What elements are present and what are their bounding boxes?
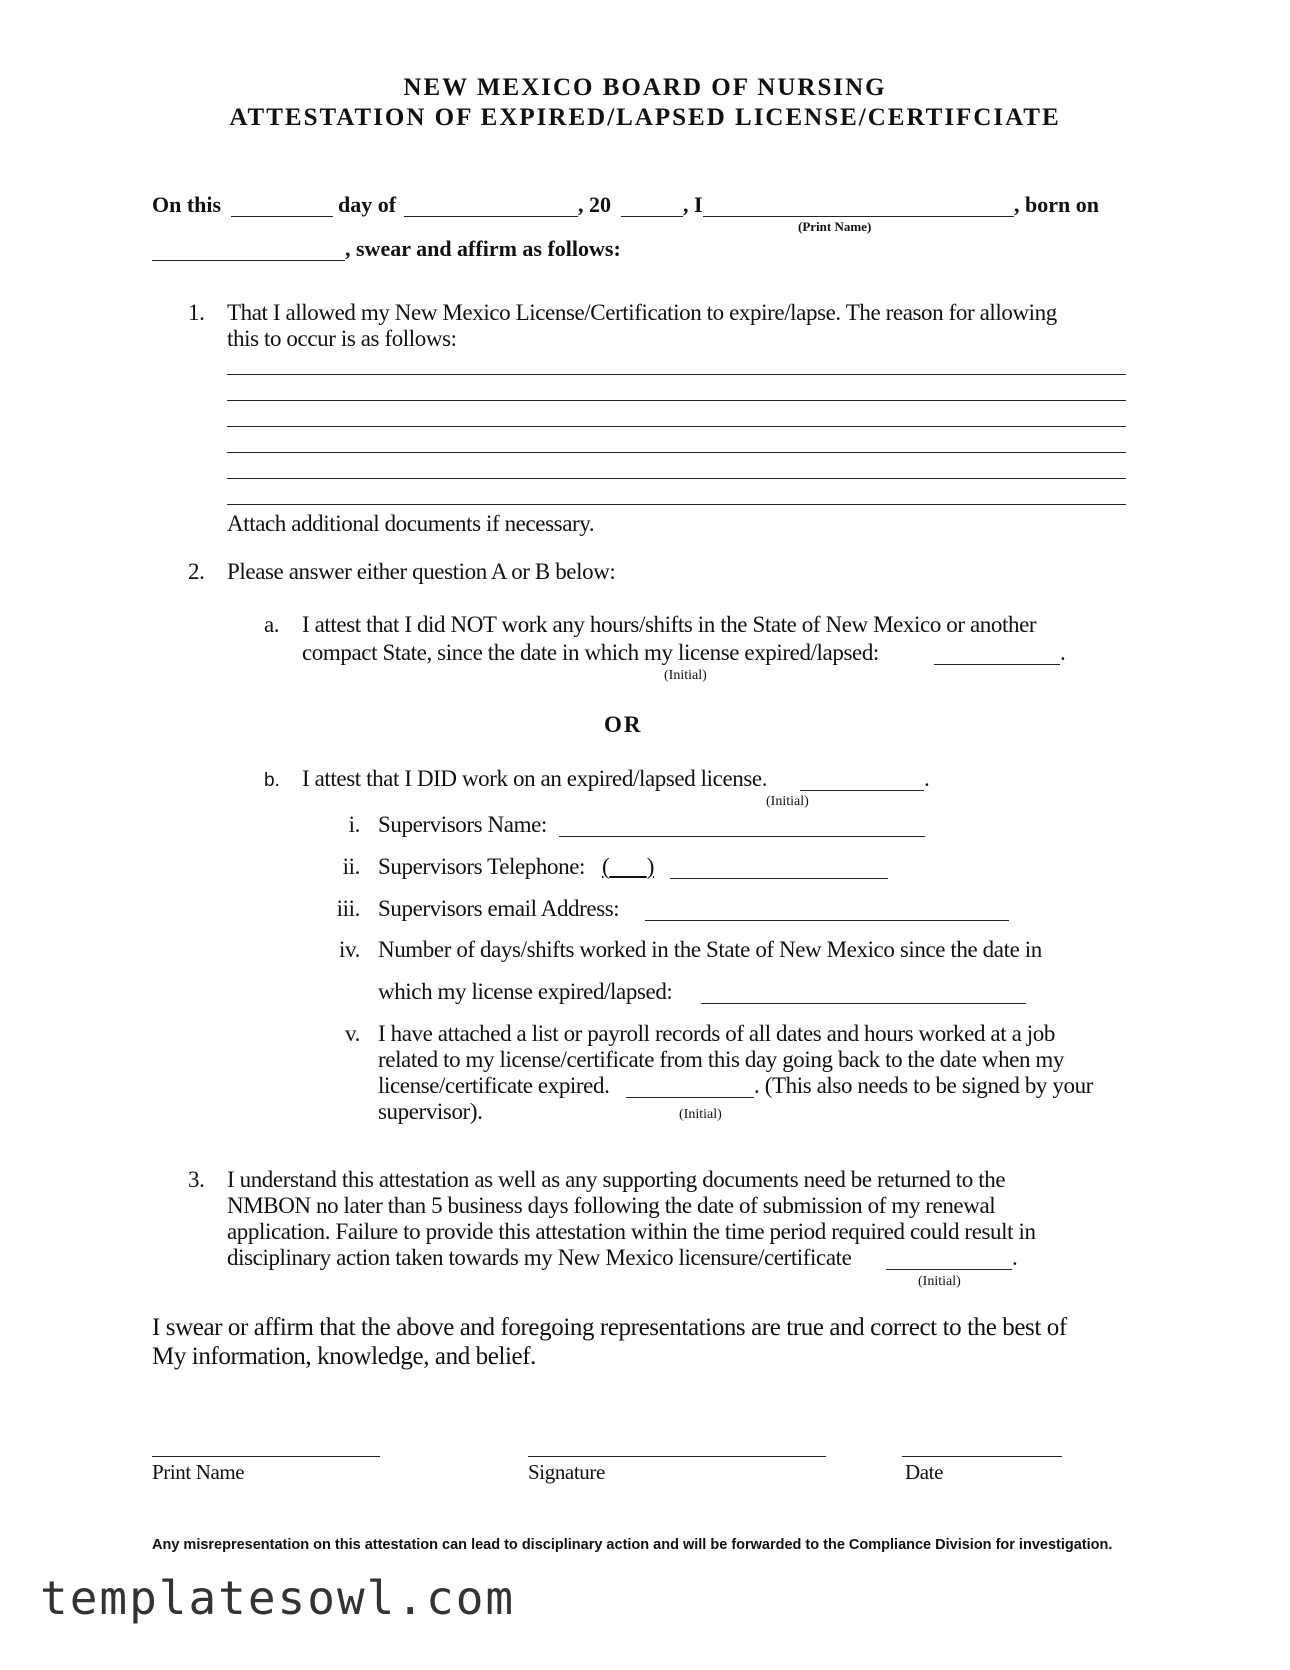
sub-iv-line2: which my license expired/lapsed: — [378, 979, 673, 1004]
signature-line[interactable] — [528, 1456, 826, 1457]
day-blank[interactable] — [231, 216, 333, 217]
reason-line-5[interactable] — [227, 478, 1126, 479]
date-label: Date — [905, 1460, 944, 1484]
intro-year-prefix: , 20 — [578, 192, 611, 217]
area-code-field[interactable]: ( ) — [602, 854, 654, 879]
oath-line1: I swear or affirm that the above and foregoing representations are true and correct to the best of — [152, 1314, 1067, 1341]
date-line[interactable] — [902, 1456, 1062, 1457]
sub-i-number: i. — [348, 812, 360, 837]
form-title: NEW MEXICO BOARD OF NURSING — [403, 74, 887, 101]
supervisor-name-blank[interactable] — [559, 836, 925, 837]
initial-3-blank[interactable] — [886, 1269, 1012, 1270]
sub-v-line4: supervisor). — [378, 1099, 483, 1124]
sub-ii-number: ii. — [342, 854, 360, 879]
supervisor-phone-blank[interactable] — [670, 878, 888, 879]
month-blank[interactable] — [404, 216, 578, 217]
intro-born-on: , born on — [1014, 192, 1099, 217]
sub-iii-number: iii. — [336, 896, 360, 921]
item2a-line2: compact State, since the date in which my license expired/lapsed: — [302, 640, 879, 665]
item3-line1: I understand this attestation as well as any supporting documents need be returned to the — [227, 1167, 1006, 1192]
sub-v-number: v. — [345, 1021, 360, 1046]
print-name-label: Print Name — [152, 1460, 245, 1484]
sub-v-line3a: license/certificate expired. — [378, 1073, 610, 1098]
signature-label: Signature — [528, 1460, 605, 1484]
print-name-line[interactable] — [152, 1456, 380, 1457]
item3-line4: disciplinary action taken towards my New Mexico licensure/certificate — [227, 1245, 852, 1270]
intro-swear: , swear and affirm as follows: — [345, 236, 621, 261]
name-blank[interactable] — [703, 216, 1014, 217]
initial-v-blank[interactable] — [626, 1097, 754, 1098]
item2-text: Please answer either question A or B below: — [227, 559, 616, 584]
attach-note: Attach additional documents if necessary. — [227, 511, 595, 536]
item3-line3: application. Failure to provide this attestation within the time period required could result in — [227, 1219, 1036, 1244]
print-name-note: (Print Name) — [798, 219, 872, 234]
sub-v-line3b: . (This also needs to be signed by your — [754, 1073, 1093, 1098]
initial-2b-blank[interactable] — [800, 790, 924, 791]
sub-v-line2: related to my license/certificate from this day going back to the date when my — [378, 1047, 1065, 1072]
reason-line-4[interactable] — [227, 452, 1126, 453]
item3-line2: NMBON no later than 5 business days following the date of submission of my renewal — [227, 1193, 996, 1218]
watermark: templatesowl.com — [40, 1571, 516, 1625]
sub-iv-line1: Number of days/shifts worked in the State of New Mexico since the date in — [378, 937, 1042, 962]
form-subtitle: ATTESTATION OF EXPIRED/LAPSED LICENSE/CERTIFCIATE — [229, 104, 1061, 131]
misrepresentation-warning: Any misrepresentation on this attestation can lead to disciplinary action and will be forwarded to the Compliance Division for investigation. — [152, 1537, 1113, 1553]
initial-2a-note: (Initial) — [664, 668, 707, 683]
item2a-label: a. — [264, 612, 280, 637]
reason-line-2[interactable] — [227, 400, 1126, 401]
item1-number: 1. — [188, 300, 205, 325]
item3-number: 3. — [188, 1167, 205, 1192]
intro-day-of: day of — [338, 192, 397, 217]
initial-3-note: (Initial) — [918, 1274, 961, 1289]
or-separator: OR — [604, 712, 643, 737]
sub-iii-text: Supervisors email Address: — [378, 896, 620, 921]
intro-i: , I — [683, 192, 703, 217]
item2a-line1: I attest that I did NOT work any hours/shifts in the State of New Mexico or another — [302, 612, 1037, 637]
oath-line2: My information, knowledge, and belief. — [152, 1343, 537, 1370]
initial-2a-blank[interactable] — [934, 664, 1060, 665]
intro-on-this: On this — [152, 192, 222, 217]
item2b-text: I attest that I DID work on an expired/lapsed license. — [302, 766, 768, 791]
reason-line-1[interactable] — [227, 374, 1126, 375]
days-worked-blank[interactable] — [701, 1003, 1026, 1004]
sub-v-line1: I have attached a list or payroll records of all dates and hours worked at a job — [378, 1021, 1055, 1046]
item2-number: 2. — [188, 559, 205, 584]
sub-iv-number: iv. — [339, 937, 360, 962]
birthdate-blank[interactable] — [152, 260, 345, 261]
year-blank[interactable] — [621, 216, 683, 217]
reason-line-3[interactable] — [227, 426, 1126, 427]
initial-2b-note: (Initial) — [766, 794, 809, 809]
item2b-label: b. — [264, 770, 280, 791]
item1-line2: this to occur is as follows: — [227, 326, 457, 351]
initial-v-note: (Initial) — [679, 1107, 722, 1122]
item1-line1: That I allowed my New Mexico License/Certification to expire/lapse. The reason for allowing — [227, 300, 1057, 325]
supervisor-email-blank[interactable] — [645, 920, 1009, 921]
sub-i-text: Supervisors Name: — [378, 812, 547, 837]
reason-line-6[interactable] — [227, 504, 1126, 505]
sub-ii-text: Supervisors Telephone: — [378, 854, 585, 879]
